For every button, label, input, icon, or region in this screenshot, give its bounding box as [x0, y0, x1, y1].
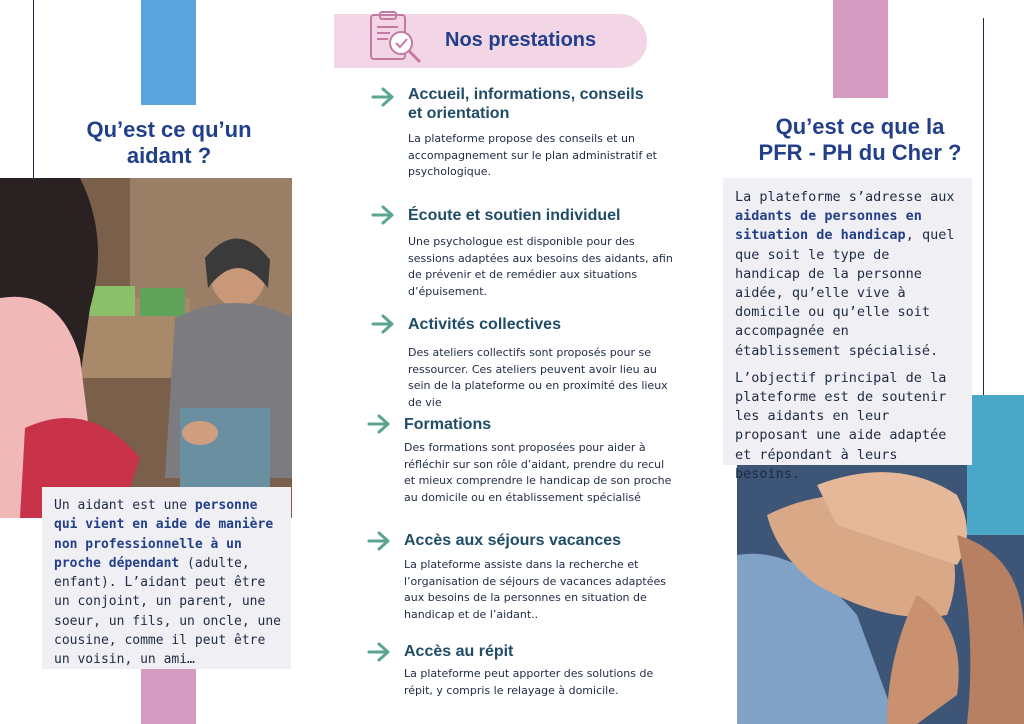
services-title: Nos prestations — [445, 29, 597, 51]
service-title-sejours: Accès aux séjours vacances — [404, 532, 622, 549]
decor-bar-pink-top — [833, 0, 888, 98]
right-description-para-1 — [735, 188, 962, 361]
left-definition-run-0: Un aidant est une — [54, 498, 195, 513]
left-definition-text — [54, 496, 281, 670]
arrow-right-icon — [371, 313, 397, 339]
right-description-run-2: , quel que soit le type de handicap de la personne aidée, qu’elle vive à domicile ou qu’elle soit accompagnée en établissement spécialisé. — [735, 227, 955, 359]
right-description-box — [723, 178, 972, 482]
clipboard-search-icon — [368, 11, 426, 67]
left-definition-run-2: (adulte, enfant). L’aidant peut être un conjoint, un parent, une soeur, un fils, un oncle, une cousine, comme il peut être un voisin, un ami… — [54, 555, 281, 668]
service-title-activites: Activités collectives — [408, 316, 561, 333]
right-description-para-2: L’objectif principal de la plateforme est de soutenir les aidants en leur proposant une aide adaptée et répondant à leurs besoins. — [735, 369, 947, 482]
service-title-ecoute: Écoute et soutien individuel — [408, 207, 621, 224]
right-description-run-1: aidants de personnes en situation de handicap — [735, 208, 922, 244]
service-text-activites: Des ateliers collectifs sont proposés pour se ressourcer. Ces ateliers peuvent avoir lieu au sein de la plateforme ou en proximité des lieux de vie — [408, 346, 668, 409]
decor-bar-pink-bottom — [141, 668, 196, 724]
arrow-right-icon — [367, 641, 393, 667]
right-heading — [735, 114, 985, 166]
decor-bar-blue — [141, 0, 196, 105]
arrow-right-icon — [371, 86, 397, 112]
service-text-ecoute: Une psychologue est disponible pour des sessions adaptées aux besoins des aidants, afin de prévenir et de remédier aux situations d’épuisement. — [408, 235, 673, 298]
right-description-run-0: La plateforme s’adresse aux — [735, 189, 955, 205]
service-title-formations: Formations — [404, 416, 492, 433]
left-heading — [60, 117, 278, 169]
left-heading-line-2: aidant ? — [126, 143, 212, 168]
arrow-right-icon — [367, 530, 393, 556]
right-heading-line-2: PFR - PH du Cher ? — [758, 140, 962, 165]
left-heading-line-1: Qu’est ce qu’un — [86, 117, 252, 142]
photo-caregiver-elderly-woman — [0, 178, 292, 518]
arrow-right-icon — [371, 204, 397, 230]
right-heading-line-1: Qu’est ce que la — [775, 114, 945, 139]
arrow-right-icon — [367, 413, 393, 439]
service-text-accueil: La plateforme propose des conseils et un accompagnement sur le plan administratif et psychologique. — [408, 132, 657, 179]
service-title-repit: Accès au répit — [404, 643, 514, 660]
service-text-formations: Des formations sont proposées pour aider à réfléchir sur son rôle d’aidant, prendre du recul et mieux comprendre le handicap de son proche au domicile ou en établissement spécialisé — [404, 441, 672, 504]
left-definition-run-1: personne qui vient en aide de manière non professionnelle à un proche dépendant — [54, 498, 274, 571]
service-title-accueil: Accueil, informations, conseils et orientation — [408, 86, 644, 122]
service-text-repit: La plateforme peut apporter des solutions de répit, y compris le relayage à domicile. — [404, 667, 654, 697]
left-definition-box — [42, 487, 291, 669]
service-text-sejours: La plateforme assiste dans la recherche et l’organisation de séjours de vacances adaptées aux besoins de la personnes en situation de handicap et de l’aidant.. — [404, 558, 666, 621]
